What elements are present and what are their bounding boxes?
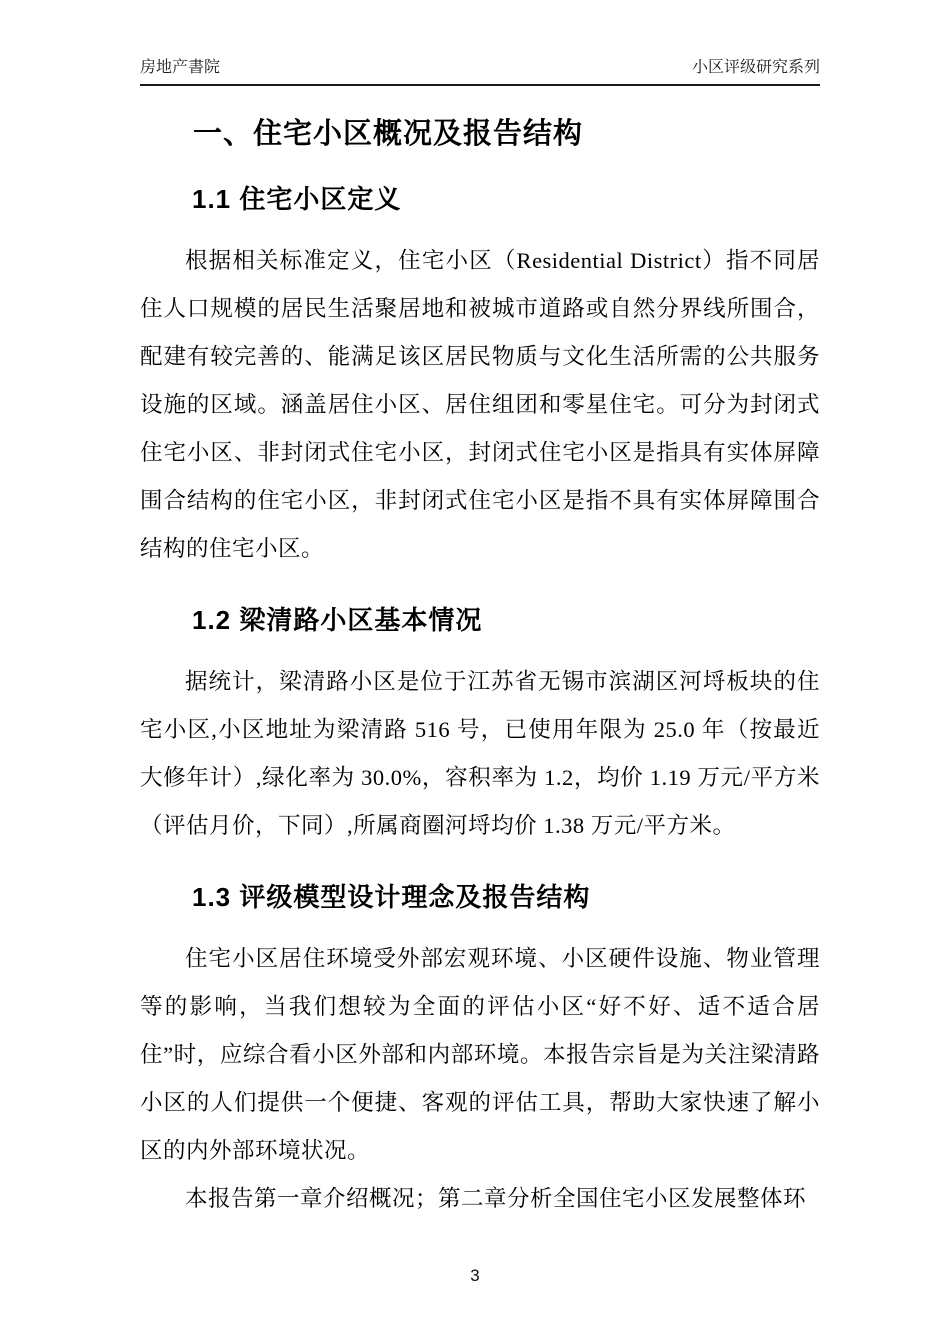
section-1-1-paragraph: 根据相关标准定义，住宅小区（Residential District）指不同居住人口规模的居民生活聚居地和被城市道路或自然分界线所围合，配建有较完善的、能满足该区居民物质与文化生活所需的公共服务设施的区域。涵盖居住小区、居住组团和零星住宅。可分为封闭式住宅小区、非封闭式住宅小区，封闭式住宅小区是指具有实体屏障围合结构的住宅小区，非封闭式住宅小区是指不具有实体屏障围合结构的住宅小区。 bbox=[140, 248, 820, 561]
section-1-2-paragraph: 据统计，梁清路小区是位于江苏省无锡市滨湖区河埒板块的住宅小区,小区地址为梁清路 516 号，已使用年限为 25.0 年（按最近大修年计）,绿化率为 30.0%，容积率为 1.2，均价 1.19 万元/平方米（评估月价，下同）,所属商圈河埒均价 1.38 万元/平方米。 bbox=[140, 669, 820, 838]
section-1-3-paragraph-1: 住宅小区居住环境受外部宏观环境、小区硬件设施、物业管理等的影响，当我们想较为全面的评估小区“好不好、适不适合居住”时，应综合看小区外部和内部环境。本报告宗旨是为关注梁清路小区的人们提供一个便捷、客观的评估工具，帮助大家快速了解小区的内外部环境状况。 bbox=[140, 946, 820, 1163]
header-left-text: 房地产書院 bbox=[140, 59, 221, 76]
page-number: 3 bbox=[470, 1266, 480, 1285]
section-1-3-paragraph-2: 本报告第一章介绍概况；第二章分析全国住宅小区发展整体环 bbox=[185, 1186, 807, 1211]
page-header bbox=[140, 0, 820, 86]
section-heading-1-1: 1.1 住宅小区定义 bbox=[192, 184, 402, 214]
section-heading-1-2: 1.2 梁清路小区基本情况 bbox=[192, 605, 483, 635]
header-right-text: 小区评级研究系列 bbox=[691, 59, 820, 76]
chapter-title: 一、住宅小区概况及报告结构 bbox=[193, 118, 584, 150]
page-footer bbox=[0, 1266, 950, 1286]
section-heading-1-3: 1.3 评级模型设计理念及报告结构 bbox=[192, 882, 591, 912]
